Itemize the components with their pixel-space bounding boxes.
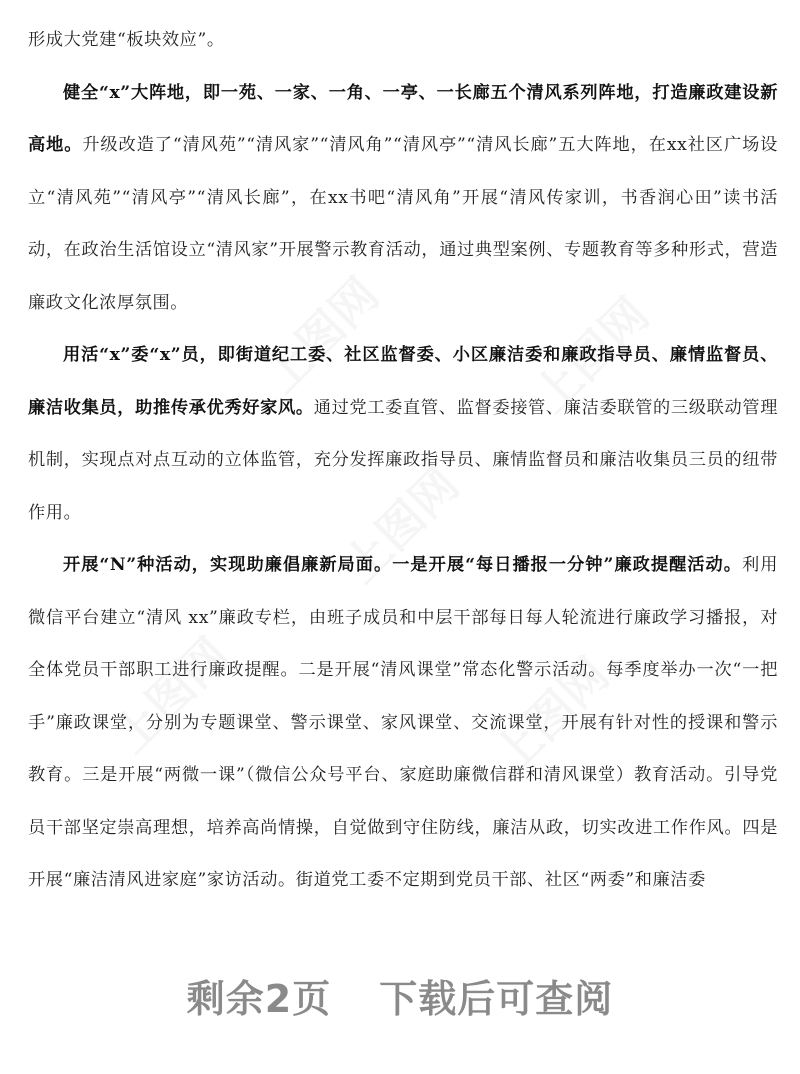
paragraph-text: 通过党工委直管、监督委接管、廉洁委联管的三级联动管理机制，实现点对点互动的立体监管，充分发挥廉政指导员、廉情监督员和廉洁收集员三员的纽带作用。 bbox=[28, 397, 778, 523]
paragraph bbox=[28, 14, 778, 67]
paragraph bbox=[28, 539, 778, 907]
paragraph bbox=[28, 67, 778, 330]
paragraph bbox=[28, 329, 778, 539]
download-prompt-banner[interactable] bbox=[0, 968, 800, 1023]
paragraph-lead: 健全“x”大阵地，即一苑、一家、一角、一亭、一长廊五个清风系列阵地，打造廉政建设新高地。 bbox=[28, 82, 778, 155]
document-body bbox=[28, 14, 778, 907]
paragraph-text: 利用微信平台建立“清风 xx”廉政专栏，由班子成员和中层干部每日每人轮流进行廉政学习播报，对全体党员干部职工进行廉政提醒。二是开展“清风课堂”常态化警示活动。每季度举办一次“一把手”廉政课堂，分别为专题课堂、警示课堂、家风课堂、交流课堂，开展有针对性的授课和警示教育。三是开展“两微一课”（微信公众号平台、家庭助廉微信群和清风课堂）教育活动。引导党员干部坚定崇高理想，培养高尚情操，自觉做到守住防线，廉洁从政，切实改进工作作风。四是开展“廉洁清风进家庭”家访活动。街道党工委不定期到党员干部、社区“两委”和廉洁委 bbox=[28, 555, 778, 890]
paragraph-text: 升级改造了“清风苑”“清风家”“清风角”“清风亭”“清风长廊”五大阵地，在xx社区广场设立“清风苑”“清风亭”“清风长廊”，在xx书吧“清风角”开展“清风传家训，书香润心田”读书活动，在政治生活馆设立“清风家”开展警示教育活动，通过典型案例、专题教育等多种形式，营造廉政文化浓厚氛围。 bbox=[28, 135, 778, 313]
remaining-pages-label: 剩余2页 bbox=[186, 977, 332, 1021]
paragraph-lead: 用活“x”委“x”员，即街道纪工委、社区监督委、小区廉洁委和廉政指导员、廉情监督员、廉洁收集员，助推传承优秀好家风。 bbox=[28, 345, 778, 418]
download-to-view-label: 下载后可查阅 bbox=[379, 977, 614, 1021]
paragraph-text: 形成大党建“板块效应”。 bbox=[28, 30, 225, 50]
paragraph-lead: 开展“N”种活动，实现助廉倡廉新局面。一是开展“每日播报一分钟”廉政提醒活动。 bbox=[63, 555, 742, 575]
